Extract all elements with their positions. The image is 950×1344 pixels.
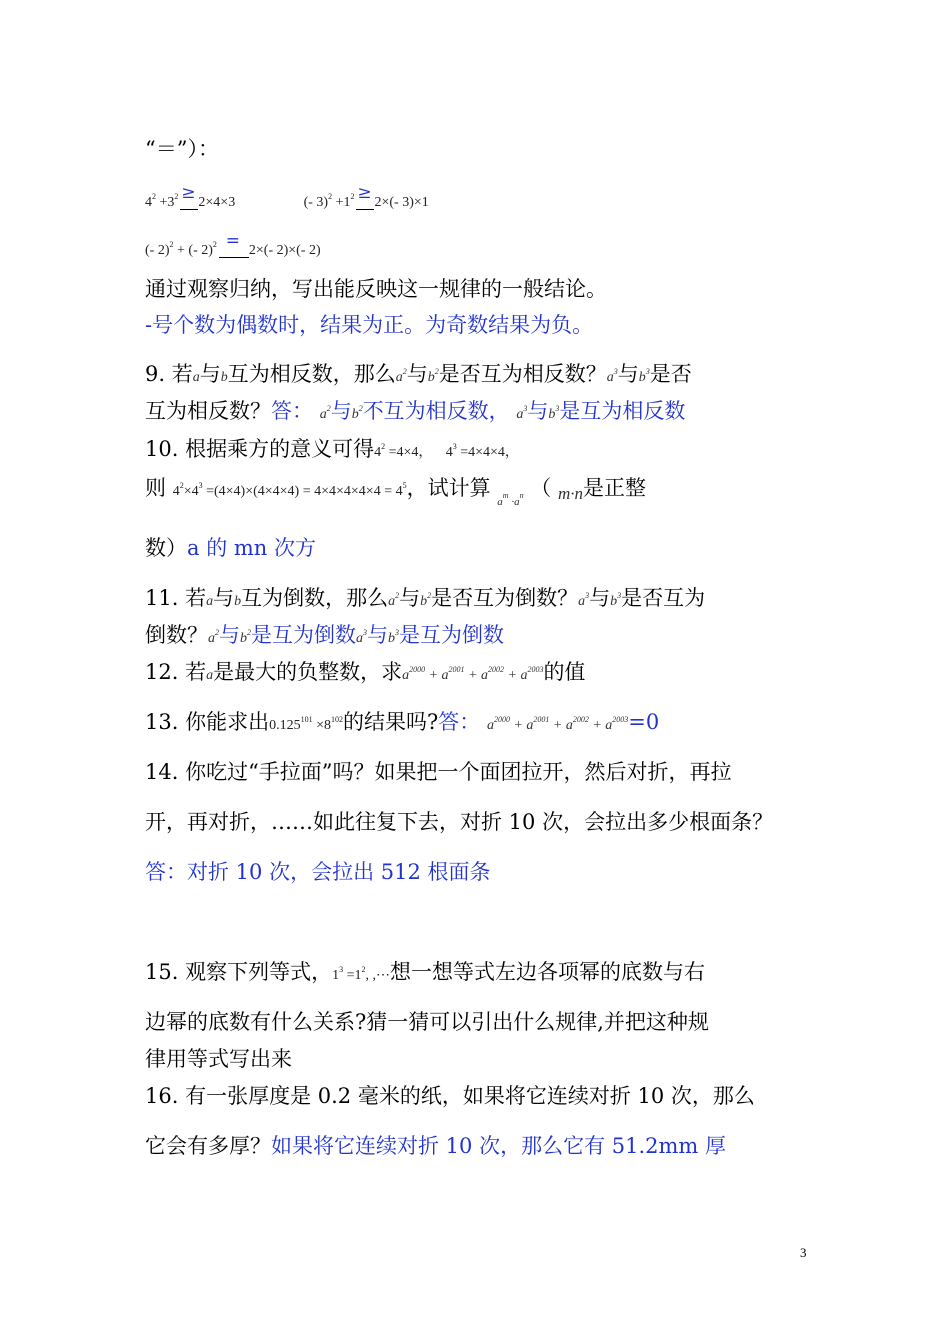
answer-16: 如果将它连续对折 10 次，那么它有 51.2mm 厚 — [271, 1134, 727, 1158]
answer-11: $a^2$与$b^2$是互为倒数$a^3$与$b^3$是互为倒数 — [208, 623, 504, 647]
expr3-rhs: 2×(- 2)×(- 2) — [248, 243, 321, 258]
expr-row-2 — [145, 233, 321, 265]
question-16-line2: 它会有多厚？如果将它连续对折 10 次，那么它有 51.2mm 厚 — [145, 1134, 727, 1158]
question-10-line2: 则 $4^2\times 4^3 =(4\times 4)\times(4\times 4\times 4) = 4\times 4\times 4\times 4\times 4 = 4^5$，试计算 $_{a^m \cdot a^n}$ （ m·n是正整 — [145, 476, 646, 508]
answer-14: 答：对折 10 次，会拉出 512 根面条 — [145, 860, 491, 884]
question-14-line2: 开，再对折，……如此往复下去，对折 10 次，会拉出多少根面条？ — [145, 810, 774, 834]
expr1-rhs: 2×4×3 — [198, 195, 236, 210]
question-11: 11. 若a与b互为倒数，那么$a^2$与$b^2$是否互为倒数？$a^3$与$b^3$是否互为 — [145, 586, 706, 610]
answer-13: 答： $a^{2000} + a^{2001} + a^{2002} + a^{2003}=0$ — [438, 710, 660, 734]
expr3-lhs: (- 2)$^2$ + (- 2)$^2$ — [145, 240, 217, 258]
expr1-comparison: ≥ — [178, 179, 198, 207]
question-15-line3: 律用等式写出来 — [145, 1047, 292, 1071]
expr-row-1 — [145, 185, 429, 217]
question-12: 12. 若a是最大的负整数，求$a^{2000} + a^{2001} + a^{2002} + a^{2003}$的值 — [145, 660, 586, 684]
generalize-instruction: 通过观察归纳，写出能反映这一规律的一般结论。 — [145, 277, 607, 301]
expr2-lhs: (- $3)^2 +1^2$ — [303, 192, 355, 210]
question-10-line3: 数）a 的 mn 次方 — [145, 536, 316, 560]
expr2-rhs: 2×(- 3)×1 — [374, 195, 429, 210]
question-11-line2: 倒数？$a^2$与$b^2$是互为倒数$a^3$与$b^3$是互为倒数 — [145, 623, 504, 647]
question-13: 13. 你能求出$0.125^{101} \times 8^{102}$的结果吗?答： $a^{2000} + a^{2001} + a^{2002} + a^{2003}=0$ — [145, 710, 660, 734]
page-number: 3 — [800, 1245, 807, 1260]
answer-9: 答： $a^2$与$b^2$不互为相反数， $a^3$与$b^3$是互为相反数 — [271, 399, 686, 423]
expr3-comparison: = — [217, 227, 249, 255]
expr2-comparison: ≥ — [354, 179, 374, 207]
answer-10: a 的 mn 次方 — [187, 536, 316, 560]
question-9-line2: 互为相反数？答： $a^2$与$b^2$不互为相反数， $a^3$与$b^3$是互为相反数 — [145, 399, 686, 423]
question-15-line2: 边幂的底数有什么关系?猜一猜可以引出什么规律,并把这种规 — [145, 1010, 709, 1034]
answer-8: -号个数为偶数时，结果为正。为奇数结果为负。 — [145, 313, 594, 337]
question-15: 15. 观察下列等式，$1^3 =1^2$, ,⋯想一想等式左边各项幂的底数与右 — [145, 960, 705, 984]
expr1-lhs: $4^2 +3^2$ — [145, 192, 179, 210]
eq-open-line: “＝”）： — [145, 137, 219, 161]
question-14: 14. 你吃过“手拉面”吗？如果把一个面团拉开，然后对折，再拉 — [145, 760, 732, 784]
question-10: 10. 根据乘方的意义可得$4^2 =4\times 4$， $4^3 =4\times 4\times 4$， — [145, 437, 519, 461]
question-16: 16. 有一张厚度是 0.2 毫米的纸，如果将它连续对折 10 次，那么 — [145, 1084, 755, 1108]
question-9: 9. 若a与b互为相反数，那么$a^2$与$b^2$是否互为相反数？$a^3$与$b^3$是否 — [145, 362, 692, 386]
